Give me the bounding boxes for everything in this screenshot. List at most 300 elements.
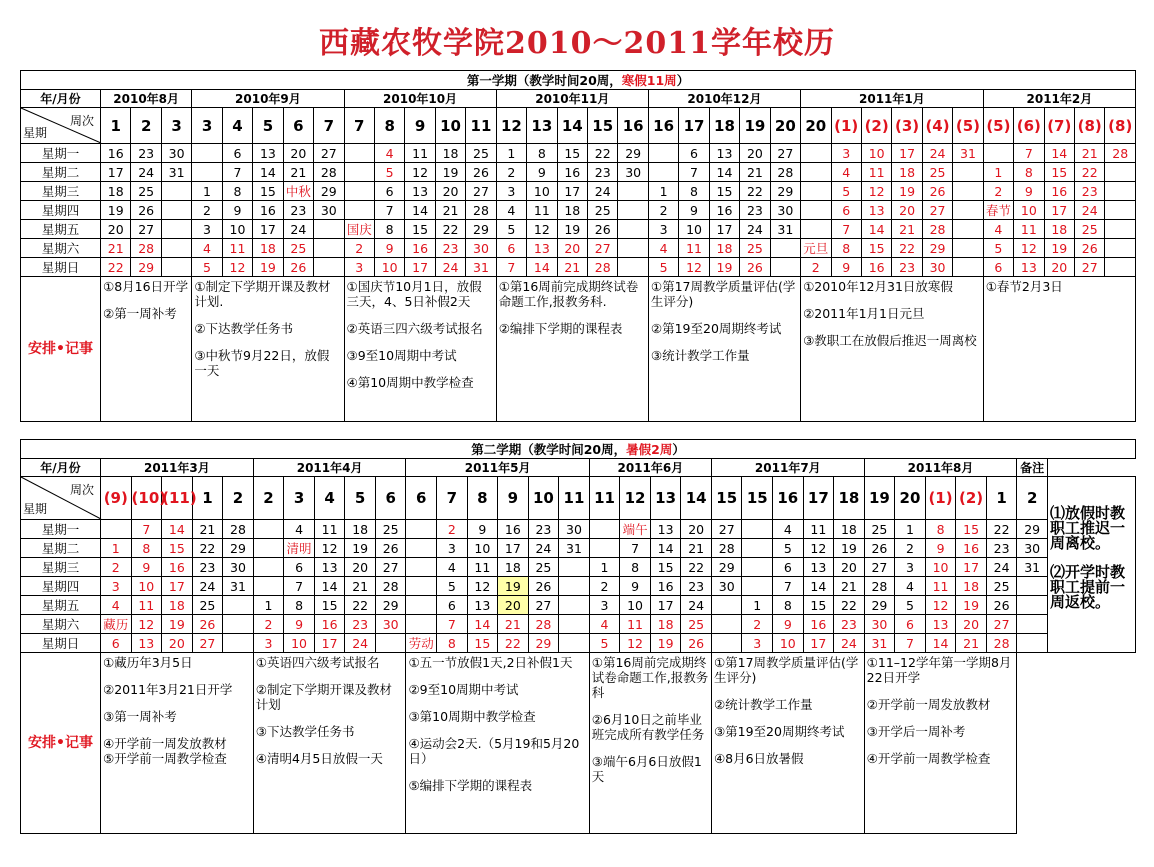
- date-cell: 17: [253, 220, 283, 239]
- date-cell: 21: [498, 615, 529, 634]
- date-cell: [559, 558, 590, 577]
- date-cell: 8: [773, 596, 804, 615]
- date-cell: 27: [711, 520, 742, 539]
- date-cell: 23: [588, 163, 618, 182]
- date-cell: 24: [192, 577, 223, 596]
- remarks-header: 备注: [1017, 459, 1048, 477]
- date-cell: 8: [527, 144, 557, 163]
- date-cell: 25: [864, 520, 895, 539]
- date-cell: 25: [528, 558, 559, 577]
- date-cell: 17: [101, 163, 131, 182]
- date-cell: 25: [740, 239, 770, 258]
- week-number: 17: [803, 477, 834, 520]
- date-cell: 19: [101, 201, 131, 220]
- note-item: ②开学前一周发放教材: [866, 697, 991, 712]
- date-cell: 15: [956, 520, 987, 539]
- week-number: 16: [648, 108, 678, 144]
- date-cell: [406, 577, 437, 596]
- date-cell: [983, 144, 1013, 163]
- date-cell: [559, 596, 590, 615]
- date-cell: 23: [834, 615, 865, 634]
- date-cell: [161, 201, 191, 220]
- date-cell: 4: [374, 144, 404, 163]
- note-item: ④开学前一周教学检查: [866, 751, 991, 766]
- date-cell: 16: [405, 239, 435, 258]
- notes-label: 安排•记事: [21, 277, 101, 422]
- date-cell: 23: [283, 201, 313, 220]
- date-cell: 22: [101, 258, 131, 277]
- date-cell: 22: [192, 539, 223, 558]
- note-item: ②2011年1月1日元旦: [803, 306, 925, 321]
- week-number: (8): [1105, 108, 1136, 144]
- date-cell: 元旦: [801, 239, 831, 258]
- date-cell: 22: [681, 558, 712, 577]
- week-number: 20: [801, 108, 831, 144]
- date-cell: 22: [986, 520, 1017, 539]
- date-cell: 16: [709, 201, 739, 220]
- date-cell: 中秋: [283, 182, 313, 201]
- note-item: ①五一节放假1天,2日补假1天: [408, 655, 573, 670]
- date-cell: 31: [223, 577, 254, 596]
- date-cell: 25: [131, 182, 161, 201]
- month-header: 2011年1月: [801, 90, 984, 108]
- date-cell: [375, 634, 406, 653]
- date-cell: 8: [437, 634, 468, 653]
- week-number: 5: [253, 108, 283, 144]
- note-item: ①国庆节10月1日，放假三天，4、5日补假2天: [346, 279, 482, 309]
- date-cell: 12: [467, 577, 498, 596]
- date-cell: 25: [1075, 220, 1105, 239]
- date-cell: 24: [986, 558, 1017, 577]
- date-cell: [1017, 596, 1048, 615]
- date-cell: 1: [101, 539, 132, 558]
- month-header: 2011年5月: [406, 459, 589, 477]
- date-cell: 国庆: [344, 220, 374, 239]
- month-notes: [253, 653, 406, 834]
- date-cell: 17: [956, 558, 987, 577]
- month-header: 2011年8月: [864, 459, 1017, 477]
- date-cell: 18: [1044, 220, 1074, 239]
- date-cell: 6: [496, 239, 526, 258]
- note-item: ③开学后一周补考: [866, 724, 966, 739]
- date-cell: 2: [437, 520, 468, 539]
- date-cell: 6: [374, 182, 404, 201]
- date-cell: 15: [162, 539, 193, 558]
- date-cell: 24: [131, 163, 161, 182]
- date-cell: 16: [101, 144, 131, 163]
- month-notes: [711, 653, 864, 834]
- date-cell: 7: [679, 163, 709, 182]
- date-cell: 11: [679, 239, 709, 258]
- week-number: 12: [620, 477, 651, 520]
- date-cell: 7: [773, 577, 804, 596]
- month-notes: [101, 653, 254, 834]
- date-cell: 5: [831, 182, 861, 201]
- date-cell: 5: [895, 596, 926, 615]
- date-cell: 4: [895, 577, 926, 596]
- date-cell: 22: [1075, 163, 1105, 182]
- date-cell: 25: [588, 201, 618, 220]
- date-cell: 10: [374, 258, 404, 277]
- date-cell: 23: [528, 520, 559, 539]
- date-cell: 16: [314, 615, 345, 634]
- date-cell: 31: [559, 539, 590, 558]
- week-number: 3: [161, 108, 191, 144]
- date-cell: 20: [101, 220, 131, 239]
- date-cell: 17: [405, 258, 435, 277]
- date-cell: 30: [223, 558, 254, 577]
- date-cell: 27: [864, 558, 895, 577]
- date-cell: 13: [861, 201, 891, 220]
- date-cell: 1: [589, 558, 620, 577]
- date-cell: 2: [101, 558, 132, 577]
- day-row-label: 星期三: [21, 182, 101, 201]
- date-cell: 28: [223, 520, 254, 539]
- date-cell: 17: [709, 220, 739, 239]
- week-number: (11): [162, 477, 193, 520]
- date-cell: 14: [253, 163, 283, 182]
- date-cell: 31: [864, 634, 895, 653]
- date-cell: 3: [253, 634, 284, 653]
- date-cell: 20: [345, 558, 376, 577]
- date-cell: 26: [986, 596, 1017, 615]
- date-cell: 15: [803, 596, 834, 615]
- date-cell: 15: [861, 239, 891, 258]
- month-notes: [864, 653, 1017, 834]
- date-cell: 25: [681, 615, 712, 634]
- date-cell: 27: [466, 182, 496, 201]
- date-cell: 21: [956, 634, 987, 653]
- date-cell: 6: [222, 144, 252, 163]
- date-cell: 31: [1017, 558, 1048, 577]
- month-header: 2011年7月: [711, 459, 864, 477]
- date-cell: 12: [925, 596, 956, 615]
- week-label: 周次: [69, 114, 94, 128]
- note-item: ②6月10日之前毕业班完成所有教学任务: [591, 712, 705, 742]
- day-row-label: 星期六: [21, 239, 101, 258]
- date-cell: 10: [925, 558, 956, 577]
- date-cell: 25: [466, 144, 496, 163]
- date-cell: [253, 558, 284, 577]
- week-number: 7: [314, 108, 344, 144]
- day-row-label: 星期五: [21, 220, 101, 239]
- note-item: ③下达教学任务书: [255, 724, 355, 739]
- date-cell: [953, 220, 983, 239]
- date-cell: 16: [803, 615, 834, 634]
- date-cell: 19: [1044, 239, 1074, 258]
- date-cell: 26: [283, 258, 313, 277]
- date-cell: [406, 520, 437, 539]
- date-cell: 21: [435, 201, 465, 220]
- week-number: 11: [466, 108, 496, 144]
- date-cell: 27: [588, 239, 618, 258]
- date-cell: 21: [192, 520, 223, 539]
- date-cell: 24: [681, 596, 712, 615]
- date-cell: 30: [711, 577, 742, 596]
- note-item: ②英语三四六级考试报名: [346, 321, 483, 336]
- date-cell: 2: [742, 615, 773, 634]
- date-cell: 26: [375, 539, 406, 558]
- date-cell: 3: [437, 539, 468, 558]
- date-cell: 4: [101, 596, 132, 615]
- date-cell: 20: [956, 615, 987, 634]
- date-cell: 6: [831, 201, 861, 220]
- date-cell: 2: [648, 201, 678, 220]
- note-item: ②制定下学期开课及教材计划: [255, 682, 392, 712]
- month-header: 2010年12月: [648, 90, 800, 108]
- date-cell: 20: [1044, 258, 1074, 277]
- date-cell: [344, 182, 374, 201]
- month-notes: [983, 277, 1135, 422]
- date-cell: 清明: [284, 539, 315, 558]
- date-cell: 26: [466, 163, 496, 182]
- date-cell: 31: [953, 144, 983, 163]
- date-cell: 29: [314, 182, 344, 201]
- semester2-table: [20, 439, 1136, 834]
- date-cell: 8: [374, 220, 404, 239]
- date-cell: [618, 220, 648, 239]
- date-cell: 13: [925, 615, 956, 634]
- date-cell: 14: [314, 577, 345, 596]
- note-item: ①第16周前完成期终试卷命题工作,报教务科: [591, 655, 709, 700]
- date-cell: 8: [1014, 163, 1044, 182]
- date-cell: [314, 220, 344, 239]
- date-cell: [648, 144, 678, 163]
- date-cell: 16: [162, 558, 193, 577]
- date-cell: 7: [374, 201, 404, 220]
- week-number: 6: [283, 108, 313, 144]
- week-number: 20: [895, 477, 926, 520]
- date-cell: 30: [922, 258, 952, 277]
- date-cell: 8: [620, 558, 651, 577]
- date-cell: 3: [101, 577, 132, 596]
- date-cell: 18: [834, 520, 865, 539]
- week-number: (10): [131, 477, 162, 520]
- date-cell: 29: [528, 634, 559, 653]
- week-number: (8): [1075, 108, 1105, 144]
- date-cell: [406, 539, 437, 558]
- semester-vacation-text: 寒假11周: [621, 73, 677, 88]
- date-cell: [344, 163, 374, 182]
- date-cell: 1: [895, 520, 926, 539]
- date-cell: 13: [527, 239, 557, 258]
- date-cell: 28: [770, 163, 800, 182]
- date-cell: 26: [1075, 239, 1105, 258]
- note-item: ①第17周教学质量评估(学生评分): [713, 655, 859, 685]
- date-cell: 23: [681, 577, 712, 596]
- date-cell: [1105, 163, 1136, 182]
- month-header: 2010年10月: [344, 90, 496, 108]
- date-cell: 4: [648, 239, 678, 258]
- date-cell: 10: [527, 182, 557, 201]
- date-cell: 19: [892, 182, 922, 201]
- date-cell: 15: [650, 558, 681, 577]
- note-item: ③第10周期中教学检查: [408, 709, 536, 724]
- date-cell: 19: [709, 258, 739, 277]
- date-cell: 21: [557, 258, 587, 277]
- date-cell: 4: [437, 558, 468, 577]
- date-cell: 8: [222, 182, 252, 201]
- date-cell: 20: [892, 201, 922, 220]
- date-cell: [559, 634, 590, 653]
- month-notes: [101, 277, 192, 422]
- week-number: (1): [925, 477, 956, 520]
- date-cell: 9: [620, 577, 651, 596]
- date-cell: 12: [679, 258, 709, 277]
- date-cell: 20: [557, 239, 587, 258]
- week-number: 17: [679, 108, 709, 144]
- date-cell: [161, 239, 191, 258]
- week-number: (2): [861, 108, 891, 144]
- week-number: 4: [222, 108, 252, 144]
- date-cell: 17: [162, 577, 193, 596]
- date-cell: [618, 182, 648, 201]
- week-number: 19: [864, 477, 895, 520]
- date-cell: 4: [284, 520, 315, 539]
- date-cell: 5: [192, 258, 222, 277]
- date-cell: 15: [1044, 163, 1074, 182]
- date-cell: 6: [895, 615, 926, 634]
- date-cell: 27: [375, 558, 406, 577]
- day-row-label: 星期四: [21, 577, 101, 596]
- date-cell: [742, 539, 773, 558]
- date-cell: 24: [1075, 201, 1105, 220]
- date-cell: [314, 239, 344, 258]
- date-cell: 2: [192, 201, 222, 220]
- note-item: ③9至10周期中考试: [346, 348, 457, 363]
- date-cell: 17: [892, 144, 922, 163]
- week-number: 8: [374, 108, 404, 144]
- date-cell: [589, 520, 620, 539]
- date-cell: 29: [375, 596, 406, 615]
- date-cell: [801, 220, 831, 239]
- date-cell: 24: [834, 634, 865, 653]
- week-number: 15: [742, 477, 773, 520]
- date-cell: [253, 577, 284, 596]
- week-number: 15: [588, 108, 618, 144]
- date-cell: 10: [1014, 201, 1044, 220]
- date-cell: 19: [253, 258, 283, 277]
- date-cell: 19: [498, 577, 529, 596]
- note-item: ③教职工在放假后推迟一周离校: [803, 333, 977, 348]
- date-cell: [801, 144, 831, 163]
- date-cell: 26: [131, 201, 161, 220]
- date-cell: 10: [284, 634, 315, 653]
- note-item: ①第16周前完成期终试卷命题工作,报教务科.: [498, 279, 639, 309]
- date-cell: 30: [618, 163, 648, 182]
- date-cell: [1105, 182, 1136, 201]
- date-cell: 13: [314, 558, 345, 577]
- week-number: 13: [527, 108, 557, 144]
- date-cell: 31: [466, 258, 496, 277]
- date-cell: 12: [314, 539, 345, 558]
- week-number: 10: [435, 108, 465, 144]
- date-cell: 18: [892, 163, 922, 182]
- week-number: (6): [1014, 108, 1044, 144]
- date-cell: 10: [620, 596, 651, 615]
- date-cell: [1105, 220, 1136, 239]
- date-cell: 18: [345, 520, 376, 539]
- date-cell: 7: [284, 577, 315, 596]
- day-row-label: 星期二: [21, 163, 101, 182]
- note-item: ①制定下学期开课及教材计划.: [194, 279, 331, 309]
- week-number: (5): [983, 108, 1013, 144]
- week-number: 9: [498, 477, 529, 520]
- date-cell: 8: [284, 596, 315, 615]
- date-cell: 23: [986, 539, 1017, 558]
- date-cell: [223, 615, 254, 634]
- date-cell: 12: [861, 182, 891, 201]
- date-cell: 1: [253, 596, 284, 615]
- date-cell: 23: [435, 239, 465, 258]
- date-cell: 28: [1105, 144, 1136, 163]
- date-cell: 26: [192, 615, 223, 634]
- date-cell: 29: [770, 182, 800, 201]
- month-notes: [192, 277, 344, 422]
- date-cell: 17: [650, 596, 681, 615]
- month-header: 2011年3月: [101, 459, 254, 477]
- date-cell: 17: [314, 634, 345, 653]
- month-notes: [801, 277, 984, 422]
- date-cell: 3: [648, 220, 678, 239]
- date-cell: 9: [925, 539, 956, 558]
- date-cell: 7: [831, 220, 861, 239]
- date-cell: 9: [679, 201, 709, 220]
- week-number: 16: [618, 108, 648, 144]
- date-cell: 23: [1075, 182, 1105, 201]
- date-cell: 7: [620, 539, 651, 558]
- date-cell: 端午: [620, 520, 651, 539]
- date-cell: 9: [467, 520, 498, 539]
- date-cell: 25: [986, 577, 1017, 596]
- date-cell: 9: [773, 615, 804, 634]
- semester1-table: [20, 70, 1136, 422]
- date-cell: 12: [131, 615, 162, 634]
- date-cell: 27: [131, 220, 161, 239]
- date-cell: 7: [1014, 144, 1044, 163]
- date-cell: 21: [681, 539, 712, 558]
- date-cell: 24: [528, 539, 559, 558]
- date-cell: 23: [345, 615, 376, 634]
- date-cell: 13: [803, 558, 834, 577]
- note-item: ④第10周期中教学检查: [346, 375, 474, 390]
- date-cell: 11: [925, 577, 956, 596]
- date-cell: 2: [253, 615, 284, 634]
- month-row-label: 年/月份: [21, 459, 101, 477]
- note-item: ①春节2月3日: [985, 279, 1063, 294]
- week-number: 3: [284, 477, 315, 520]
- date-cell: [711, 615, 742, 634]
- date-cell: 1: [648, 182, 678, 201]
- date-cell: 18: [253, 239, 283, 258]
- date-cell: 23: [740, 201, 770, 220]
- date-cell: 14: [527, 258, 557, 277]
- month-header: 2010年8月: [101, 90, 192, 108]
- date-cell: 30: [375, 615, 406, 634]
- date-cell: [742, 577, 773, 596]
- date-cell: [192, 163, 222, 182]
- week-number: 16: [773, 477, 804, 520]
- date-cell: 13: [467, 596, 498, 615]
- week-number: 6: [406, 477, 437, 520]
- date-cell: [953, 163, 983, 182]
- note-item: ④运动会2天.（5月19和5月20日）: [408, 736, 580, 766]
- date-cell: 6: [679, 144, 709, 163]
- date-cell: 11: [314, 520, 345, 539]
- date-cell: [314, 258, 344, 277]
- date-cell: 10: [861, 144, 891, 163]
- date-cell: 3: [192, 220, 222, 239]
